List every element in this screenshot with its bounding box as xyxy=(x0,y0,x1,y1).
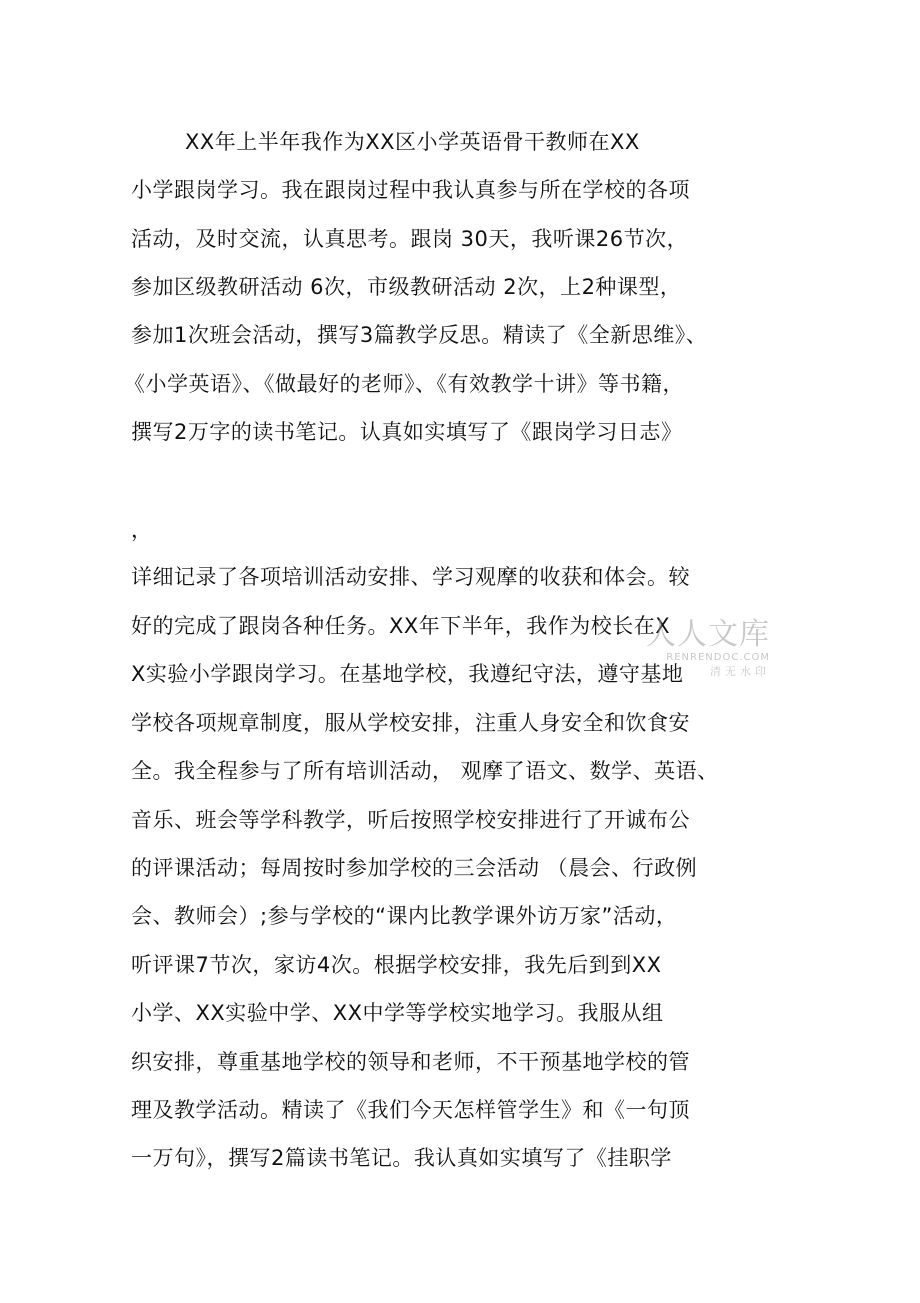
text-line-21: 一万句》，撰写2篇读书笔记。我认真如实填写了《挂职学 xyxy=(131,1146,672,1170)
text-line-17: 听评课7节次，家访4次。根据学校安排，我先后到到XX xyxy=(131,953,662,977)
watermark-title: 人人文库 xyxy=(646,617,770,652)
text-line-15: 的评课活动；每周按时参加学校的三会活动 （晨会、行政例 xyxy=(131,856,698,880)
text-line-13: 全。我全程参与了所有培训活动， 观摩了语文、数学、英语、 xyxy=(131,759,719,783)
text-line-18: 小学、XX实验中学、XX中学等学校实地学习。我服从组 xyxy=(131,1001,664,1025)
watermark-tagline: 清无水印 xyxy=(710,665,770,678)
text-line-6: 《小学英语》、《做最好的老师》、《有效教学十讲》等书籍， xyxy=(124,372,684,396)
text-line-10: 好的完成了跟岗各种任务。XX年下半年，我作为校长在X xyxy=(131,614,671,638)
text-line-4: 参加区级教研活动 6次，市级教研活动 2次，上2种课型， xyxy=(131,275,682,299)
text-line-8: ， xyxy=(131,518,153,542)
text-line-7: 撰写2万字的读书笔记。认真如实填写了《跟岗学习日志》 xyxy=(131,420,683,444)
watermark-domain: RENRENDOC.COM xyxy=(666,652,770,663)
text-line-1: XX年上半年我作为XX区小学英语骨干教师在XX xyxy=(185,130,640,154)
text-line-12: 学校各项规章制度，服从学校安排，注重人身安全和饮食安 xyxy=(131,711,690,735)
watermark-logo xyxy=(644,618,774,680)
text-line-16: 会、教师会）;参与学校的“课内比教学课外访万家”活动， xyxy=(131,904,678,928)
text-line-20: 理及教学活动。精读了《我们今天怎样管学生》和《一句顶 xyxy=(131,1098,690,1122)
text-line-2: 小学跟岗学习。我在跟岗过程中我认真参与所在学校的各项 xyxy=(131,178,690,202)
text-line-19: 织安排，尊重基地学校的领导和老师，不干预基地学校的管 xyxy=(131,1050,690,1074)
text-line-5: 参加1次班会活动，撰写3篇教学反思。精读了《全新思维》、 xyxy=(131,323,708,347)
text-line-9: 详细记录了各项培训活动安排、学习观摩的收获和体会。较 xyxy=(131,565,690,589)
text-line-3: 活动，及时交流，认真思考。跟岗 30天，我听课26节次， xyxy=(131,227,689,251)
text-line-14: 音乐、班会等学科教学，听后按照学校安排进行了开诚布公 xyxy=(131,808,690,832)
text-line-11: X实验小学跟岗学习。在基地学校，我遵纪守法，遵守基地 xyxy=(131,662,684,686)
